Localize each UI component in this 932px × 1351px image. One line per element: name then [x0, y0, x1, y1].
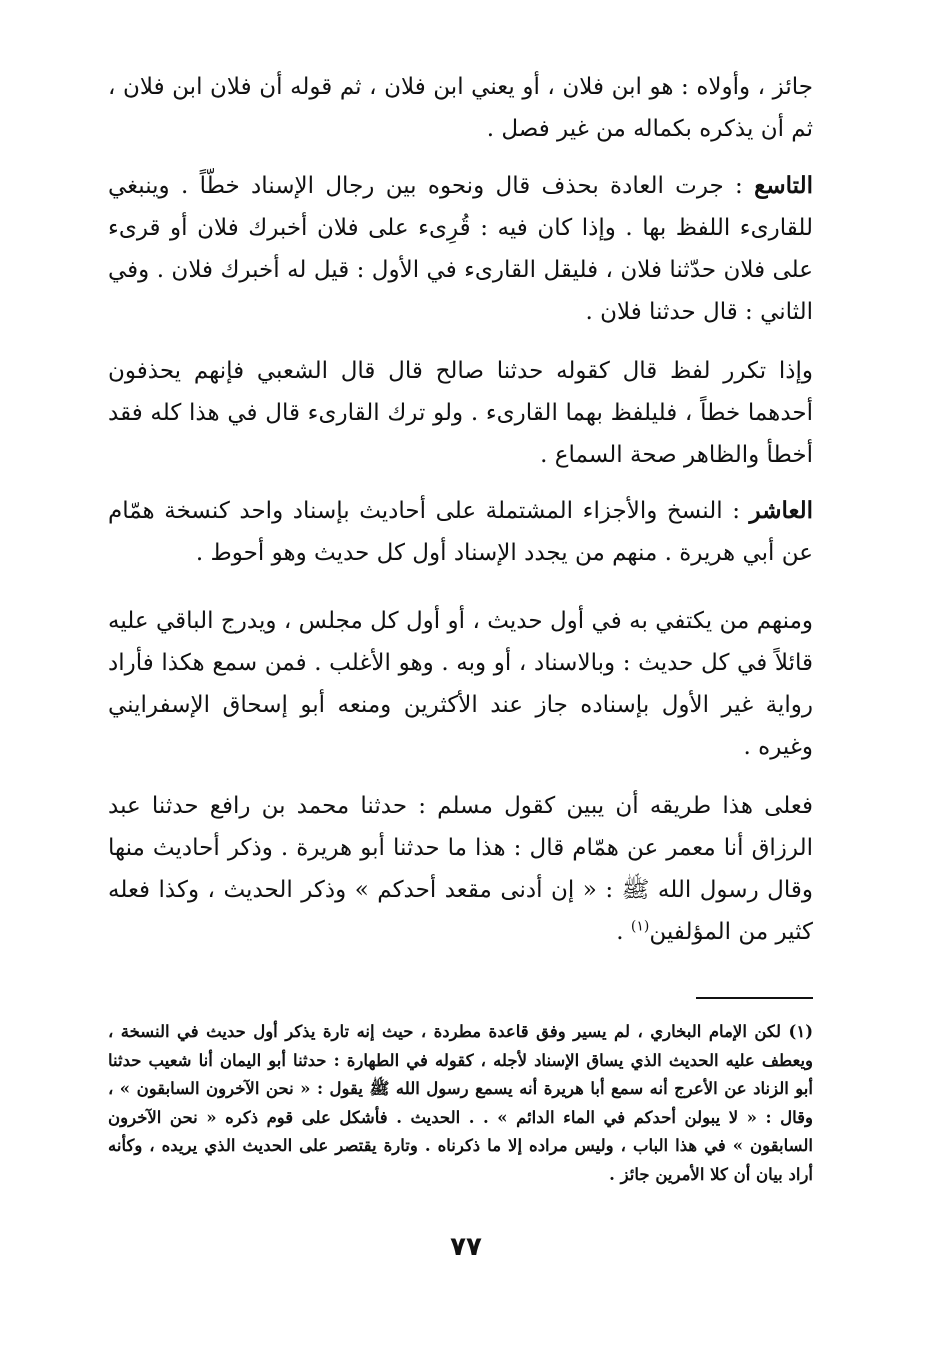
paragraph-3	[108, 350, 813, 476]
footnote	[108, 1018, 813, 1189]
paragraph-6-end: .	[616, 919, 631, 945]
paragraph-3-text: وإذا تكرر لفظ قال كقوله حدثنا صالح قال قال الشعبي فإنهم يحذفون أحدهما خطاً ، فليلفظ بهما القارىء . ولو ترك القارىء قال في هذا كله فقد أخطأ والظاهر صحة السماع .	[108, 358, 813, 468]
paragraph-5	[108, 600, 813, 768]
paragraph-6-text: فعلى هذا طريقه أن يبين كقول مسلم : حدثنا محمد بن رافع حدثنا عبد الرزاق أنا معمر عن همّام قال : هذا ما حدثنا أبو هريرة . وذكر أحاديث منها وقال رسول الله ﷺ : « إن أدنى مقعد أحدكم » وذكر الحديث ، وكذا فعله كثير من المؤلفين	[108, 793, 813, 945]
paragraph-4-text: : النسخ والأجزاء المشتملة على أحاديث بإسناد واحد كنسخة همّام عن أبي هريرة . منهم من يجدد الإسناد أول كل حديث وهو أحوط .	[108, 498, 813, 566]
paragraph-4-heading: العاشر	[749, 497, 813, 524]
page-number: ٧٧	[450, 1232, 482, 1262]
paragraph-5-text: ومنهم من يكتفي به في أول حديث ، أو أول كل مجلس ، ويدرج الباقي عليه قائلاً في كل حديث : وبالاسناد ، أو وبه . وهو الأغلب . فمن سمع هكذا فأراد رواية غير الأول بإسناده جاز عند الأكثرين ومنعه أبو إسحاق الإسفرايني وغيره .	[108, 608, 813, 760]
footnote-divider	[696, 997, 813, 999]
footnote-text: (١) لكن الإمام البخاري ، لم يسير وفق قاعدة مطردة ، حيث إنه تارة يذكر أول حديث في النسخة ، ويعطف عليه الحديث الذي يساق الإسناد لأجله ، كقوله في الطهارة : حدثنا أبو اليمان أنا شعيب حدثنا أبو الزناد عن الأعرج أنه سمع أبا هريرة أنه يسمع رسول الله ﷺ يقول : « نحن الآخرون السابقون » ، وقال : « لا يبولن أحدكم في الماء الدائم » . . الحديث . فأشكل على قوم ذكره « نحن الآخرون السابقون » في هذا الباب ، وليس مراده إلا ما ذكرناه . وتارة يقتصر على الحديث الذي يريده ، وكأنه أراد بيان أن كلا الأمرين جائز .	[108, 1022, 814, 1184]
paragraph-6	[108, 785, 813, 953]
paragraph-1	[108, 66, 813, 150]
paragraph-4	[108, 490, 813, 574]
paragraph-2	[108, 165, 813, 333]
paragraph-2-text: : جرت العادة بحذف قال ونحوه بين رجال الإسناد خطّاً . وينبغي للقارىء اللفظ بها . وإذا كان فيه : قُرِىء على فلان أخبرك فلان أو قرىء على فلان حدّثنا فلان ، فليقل القارىء في الأول : قيل له أخبرك فلان . وفي الثاني : قال حدثنا فلان .	[108, 173, 813, 325]
footnote-reference: (١)	[630, 918, 650, 935]
paragraph-1-text: جائز ، وأولاه : هو ابن فلان ، أو يعني ابن فلان ، ثم قوله أن فلان ابن فلان ، ثم أن يذكره بكماله من غير فصل .	[108, 74, 813, 142]
paragraph-2-heading: التاسع	[754, 172, 813, 199]
